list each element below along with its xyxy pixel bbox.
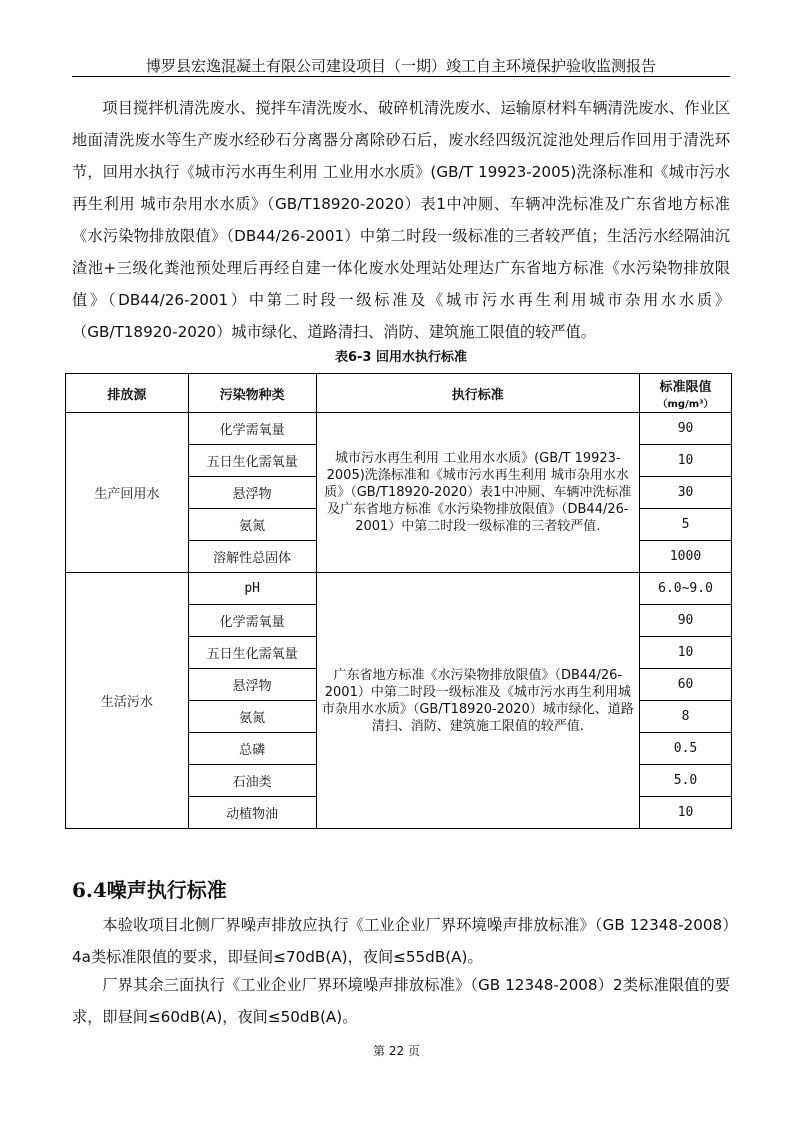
header-source: 排放源 <box>66 374 189 413</box>
standard-cell: 广东省地方标准《水污染物排放限值》（DB44/26-2001）中第二时段一级标准及《城市污水再生利用城市杂用水水质》（GB/T18920-2020）城市绿化、道路清扫、消防、建筑施工限值的较严值. <box>316 573 640 829</box>
pollutant-cell: 五日生化需氧量 <box>188 445 316 477</box>
noise-paragraph-north: 本验收项目北侧厂界噪声排放应执行《工业企业厂界环境噪声排放标准》（GB 12348-2008）4a类标准限值的要求，即昼间≤70dB(A)，夜间≤55dB(A)。 <box>72 916 730 966</box>
header-divider <box>72 76 730 77</box>
header-limit <box>640 374 732 413</box>
report-header: 博罗县宏逸混凝土有限公司建设项目（一期）竣工自主环境保护验收监测报告 <box>145 57 656 75</box>
limit-cell: 1000 <box>640 541 732 573</box>
source-cell: 生活污水 <box>66 573 189 829</box>
section-title: 6.4噪声执行标准 <box>72 878 227 902</box>
limit-cell: 6.0~9.0 <box>640 573 732 605</box>
standard-cell: 城市污水再生利用 工业用水水质》(GB/T 19923-2005)洗涤标准和《城市污水再生利用 城市杂用水水质》（GB/T18920-2020）表1中冲厕、车辆冲洗标准及广东省地方标准《水污染物排放限值》（DB44/26-2001）中第二时段一级标准的三者较严值. <box>316 413 640 573</box>
reuse-water-standard-table <box>65 373 732 829</box>
pollutant-cell: 化学需氧量 <box>188 413 316 445</box>
limit-cell: 10 <box>640 797 732 829</box>
header-limit-label: 标准限值 <box>659 380 712 395</box>
limit-cell: 10 <box>640 637 732 669</box>
table-row <box>66 413 732 445</box>
limit-cell: 0.5 <box>640 733 732 765</box>
header-limit-unit: （mg/m³） <box>657 399 714 410</box>
header-pollutant: 污染物种类 <box>188 374 316 413</box>
pollutant-cell: 石油类 <box>188 765 316 797</box>
pollutant-cell: 悬浮物 <box>188 477 316 509</box>
pollutant-cell: 悬浮物 <box>188 669 316 701</box>
limit-cell: 60 <box>640 669 732 701</box>
pollutant-cell: 氨氮 <box>188 701 316 733</box>
intro-paragraph: 项目搅拌机清洗废水、搅拌车清洗废水、破碎机清洗废水、运输原材料车辆清洗废水、作业区地面清洗废水等生产废水经砂石分离器分离除砂石后，废水经四级沉淀池处理后作回用于清洗环节，回用水执行《城市污水再生利用 工业用水水质》(GB/T 19923-2005)洗涤标准和《城市污水再生利用 城市杂用水水质》（GB/T18920-2020）表1中冲厕、车辆冲洗标准及广东省地方标准《水污染物排放限值》（DB44/26-2001）中第二时段一级标准的三者较严值；生活污水经隔油沉渣池+三级化粪池预处理后再经自建一体化废水处理站处理达广东省地方标准《水污染物排放限值》（DB44/26-2001）中第二时段一级标准及《城市污水再生利用城市杂用水水质》（GB/T18920-2020）城市绿化、道路清扫、消防、建筑施工限值的较严值。 <box>72 99 730 341</box>
pollutant-cell: 氨氮 <box>188 509 316 541</box>
limit-cell: 8 <box>640 701 732 733</box>
limit-cell: 30 <box>640 477 732 509</box>
source-cell: 生产回用水 <box>66 413 189 573</box>
table-header-row <box>66 374 732 413</box>
limit-cell: 90 <box>640 605 732 637</box>
limit-cell: 5 <box>640 509 732 541</box>
table-caption: 表6-3 回用水执行标准 <box>334 350 467 365</box>
pollutant-cell: 溶解性总固体 <box>188 541 316 573</box>
table-row <box>66 573 732 605</box>
limit-cell: 90 <box>640 413 732 445</box>
pollutant-cell: pH <box>188 573 316 605</box>
noise-paragraph-other: 厂界其余三面执行《工业企业厂界环境噪声排放标准》（GB 12348-2008）2类标准限值的要求，即昼间≤60dB(A)，夜间≤50dB(A)。 <box>72 976 730 1026</box>
page-number: 第 22 页 <box>373 1044 420 1058</box>
pollutant-cell: 化学需氧量 <box>188 605 316 637</box>
pollutant-cell: 五日生化需氧量 <box>188 637 316 669</box>
limit-cell: 5.0 <box>640 765 732 797</box>
pollutant-cell: 总磷 <box>188 733 316 765</box>
limit-cell: 10 <box>640 445 732 477</box>
header-standard: 执行标准 <box>316 374 640 413</box>
pollutant-cell: 动植物油 <box>188 797 316 829</box>
